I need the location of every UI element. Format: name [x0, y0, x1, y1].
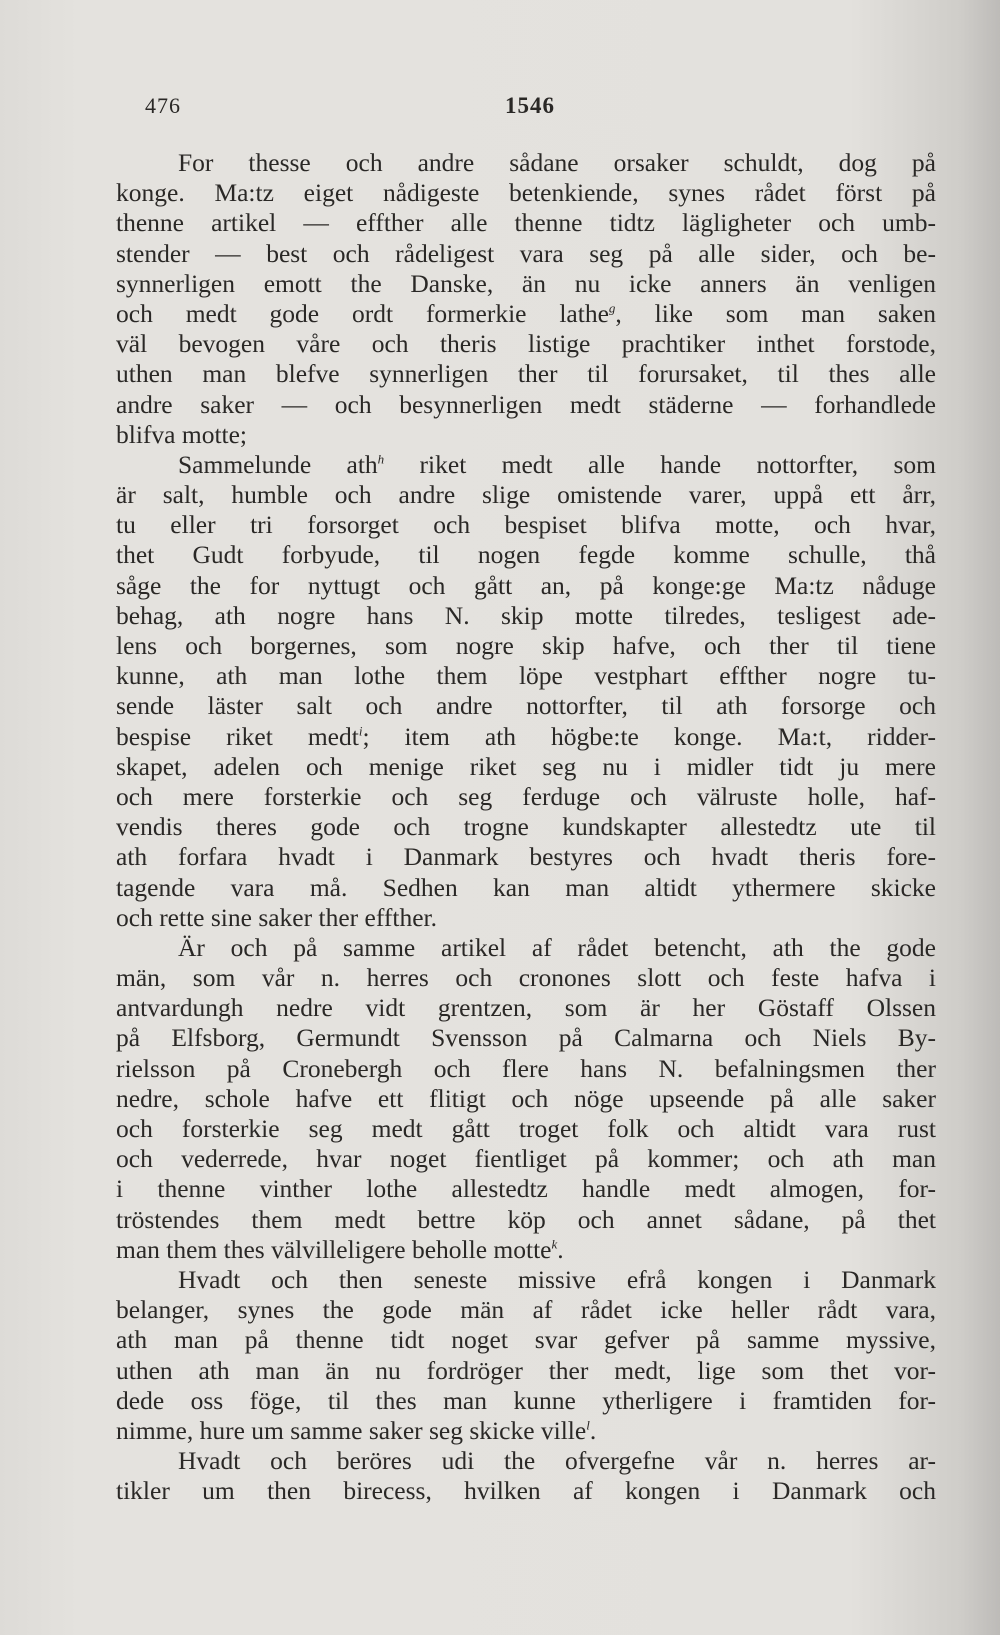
text-line: Sammelunde ath$^h$ riket medt alle hande nottorfter, som	[178, 449, 936, 479]
text-line: synnerligen emott the Danske, än nu icke anners än venligen	[116, 268, 936, 298]
text-line: dede oss föge, til thes man kunne ytherligere i framtiden for-	[116, 1385, 936, 1415]
text-line: Är och på samme artikel af rådet betencht, ath the gode	[178, 932, 936, 962]
text-line: tikler um then birecess, hvilken af kongen i Danmark och	[116, 1476, 936, 1506]
page-header	[145, 93, 930, 125]
text-line: bespise riket medt$^i$; item ath högbe:te konge. Ma:t, ridder-	[116, 721, 936, 751]
text-line: tu eller tri forsorget och bespiset blifva motte, och hvar,	[116, 510, 936, 540]
text-line: stender — best och rådeligest vara seg på alle sider, och be-	[116, 238, 936, 268]
text-line: är salt, humble och andre slige omistende varer, uppå ett årr,	[116, 480, 936, 510]
page-number: 476	[145, 93, 181, 118]
text-line: lens och borgernes, som nogre skip hafve, och ther til tiene	[116, 631, 936, 660]
text-line: blifva motte;	[116, 419, 248, 449]
text-line: thet Gudt forbyude, til nogen fegde komme schulle, thå	[116, 540, 936, 570]
text-line: antvardungh nedre vidt grentzen, som är her Göstaff Olssen	[116, 993, 936, 1023]
text-line: Hvadt och beröres udi the ofvergefne vår n. herres ar-	[178, 1446, 936, 1476]
text-line: thenne artikel — effther alle thenne tidtz lägligheter och umb-	[116, 208, 936, 238]
running-head-year: 1546	[505, 93, 555, 118]
footnote-marker: k	[551, 1236, 558, 1252]
footnote-marker: l	[586, 1417, 590, 1433]
text-line: väl bevogen våre och theris listige prachtiker inthet forstode,	[116, 329, 936, 359]
text-line: tröstendes them medt bettre köp och annet sådane, på thet	[116, 1204, 936, 1234]
text-line: och vederrede, hvar noget fientliget på kommer; och ath man	[116, 1144, 936, 1174]
footnote-marker: h	[377, 451, 385, 467]
text-line: på Elfsborg, Germundt Svensson på Calmarna och Niels By-	[116, 1023, 936, 1053]
text-line: såge the for nyttugt och gått an, på konge:ge Ma:tz nåduge	[116, 570, 936, 600]
text-line: och mere forsterkie och seg ferduge och välruste holle, haf-	[116, 781, 936, 811]
text-line: nedre, schole hafve ett flitigt och nöge upseende på alle saker	[116, 1083, 936, 1113]
text-line: konge. Ma:tz eiget nådigeste betenkiende, synes rådet först på	[116, 178, 936, 208]
text-line: ath forfara hvadt i Danmark bestyres och hvadt theris fore-	[116, 842, 936, 872]
text-line: andre saker — och besynnerligen medt städerne — forhandlede	[116, 389, 936, 419]
text-line: Hvadt och then seneste missive efrå kongen i Danmark	[178, 1264, 936, 1294]
text-line: vendis theres gode och trogne kundskapter allestedtz ute til	[116, 812, 936, 842]
text-line: rielsson på Cronebergh och flere hans N. befalningsmen ther	[116, 1053, 936, 1083]
text-line: och rette sine saker ther effther.	[116, 902, 437, 932]
text-line: uthen man blefve synnerligen ther til forursaket, til thes alle	[116, 359, 936, 389]
footnote-marker: g	[608, 300, 616, 316]
footnote-marker: i	[358, 723, 363, 739]
text-line: nimme, hure um samme saker seg skicke ville$^l$.	[116, 1415, 597, 1445]
text-line: och medt gode ordt formerkie lathe$^g$, like som man saken	[116, 298, 936, 328]
text-line: belanger, synes the gode män af rådet icke heller rådt vara,	[116, 1295, 936, 1325]
text-line: tagende vara må. Sedhen kan man altidt ythermere skicke	[116, 872, 936, 902]
text-line: män, som vår n. herres och cronones slott och feste hafva i	[116, 963, 936, 993]
text-line: och forsterkie seg medt gått troget folk och altidt vara rust	[116, 1114, 936, 1143]
text-line: i thenne vinther lothe allestedtz handle medt almogen, for-	[116, 1174, 936, 1204]
text-line: ath man på thenne tidt noget svar gefver på samme myssive,	[116, 1325, 936, 1355]
body-text	[116, 148, 936, 1506]
text-line: uthen ath man än nu fordröger ther medt, lige som thet vor-	[116, 1355, 936, 1385]
text-line: behag, ath nogre hans N. skip motte tilredes, tesligest ade-	[116, 600, 936, 630]
text-line: skapet, adelen och menige riket seg nu i midler tidt ju mere	[116, 751, 936, 781]
text-line: kunne, ath man lothe them löpe vestphart effther nogre tu-	[116, 661, 936, 691]
text-line: For thesse och andre sådane orsaker schuldt, dog på	[178, 148, 936, 177]
text-line: man them thes välvilleligere beholle motte$^k$.	[116, 1234, 564, 1264]
text-line: sende läster salt och andre nottorfter, til ath forsorge och	[116, 691, 936, 721]
